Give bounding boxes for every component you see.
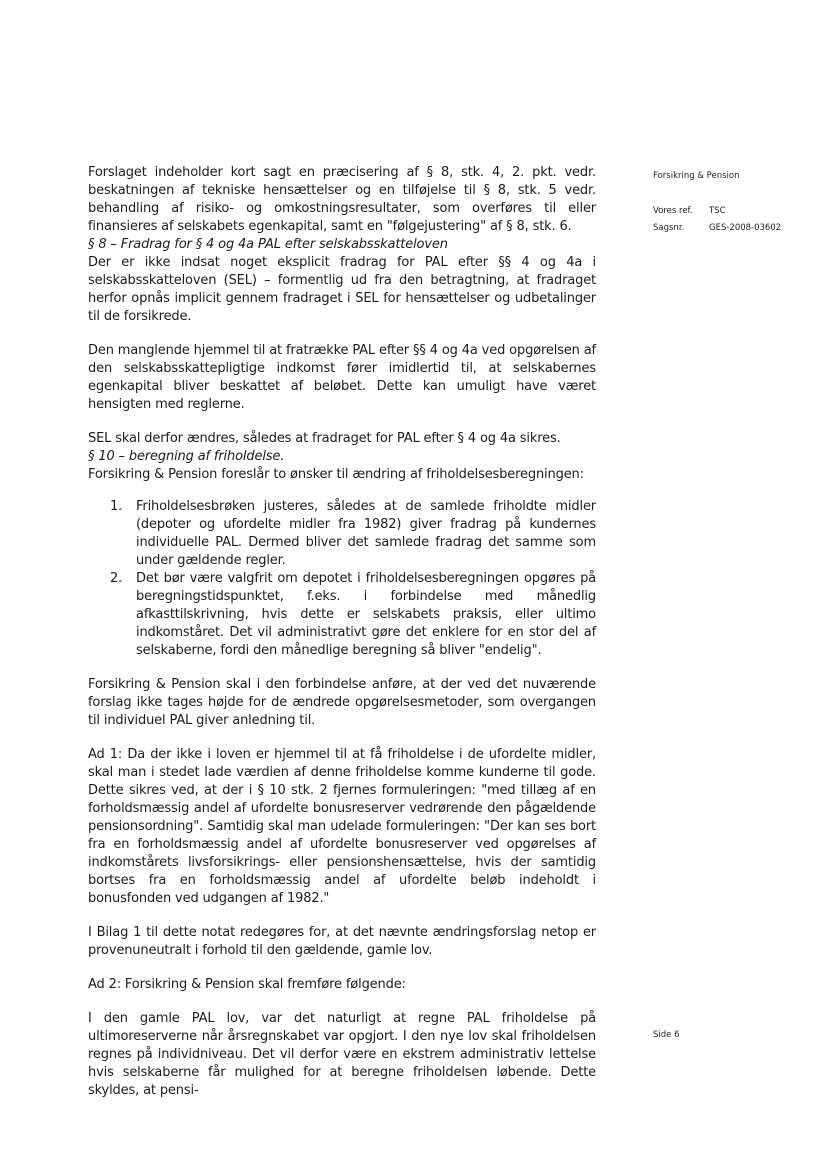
case-value: GES-2008-03602 <box>709 223 782 233</box>
list-item-text: Friholdelsesbrøken justeres, således at de samlede friholdte midler (depoter og ufordelte midler fra 1982) giver fradrag på kundernes individuelle PAL. Dermed bliver det samlede fradrag det samme som under gældende regler. <box>136 499 596 568</box>
proposal-list <box>88 498 596 660</box>
list-item-text: Det bør være valgfrit om depotet i friholdelsesberegningen opgøres på beregningstidspunktet, f.eks. i forbindelse med månedlig afkasttilskrivning, hvis dette er selskabets praksis, eller ultimo indkomståret. Det vil administrativt gøre det enklere for en stor del af selskaberne, fordi den månedlige beregning så bliver "endelig". <box>136 571 596 658</box>
list-item <box>88 570 596 660</box>
sidebar-case-number <box>653 222 781 234</box>
section-10-intro: Forsikring & Pension foreslår to ønsker til ændring af friholdelsesberegningen: <box>88 467 584 482</box>
section-8-paragraph-2: Den manglende hjemmel til at fratrække PAL efter §§ 4 og 4a ved opgørelsen af den selskabsskattepligtige indkomst fører imidlertid til, at selskabernes egenkapital bliver beskattet af beløbet. Dette kan umuligt have været hensigten med reglerne. <box>88 343 596 412</box>
sidebar-reference <box>653 205 726 217</box>
fp-paragraph: Forsikring & Pension skal i den forbindelse anføre, at der ved det nuværende forslag ikke tages højde for de ændrede opgørelsesmetoder, som overgangen til individuel PAL giver anledning til. <box>88 677 596 728</box>
list-item <box>88 498 596 570</box>
intro-paragraph: Forslaget indeholder kort sagt en præcisering af § 8, stk. 4, 2. pkt. vedr. beskatningen af tekniske hensættelser og en tilføjelse til § 8, stk. 5 vedr. behandling af risiko- og omkostningsresultater, som overføres til eller finansieres af selskabets egenkapital, samt en "følgejustering" af § 8, stk. 6. <box>88 165 596 234</box>
list-item-number: 2. <box>110 571 123 586</box>
sidebar-org: Forsikring & Pension <box>653 171 740 181</box>
ad1-paragraph: Ad 1: Da der ikke i loven er hjemmel til at få friholdelse i de ufordelte midler, skal man i stedet lade værdien af denne friholdelse komme kunderne til gode. Dette sikres ved, at der i § 10 stk. 2 fjernes formuleringen: "med tillæg af en forholdsmæssig andel af ufordelte bonusreserver vedrørende den pågældende pensionsordning". Samtidig skal man udelade formuleringen: "Der kan ses bort fra en forholdsmæssig andel af ufordelte bonusreserver ved opgørelses af indkomstårets livsforsikrings- eller pensionshensættelse, hvis der samtidig bortses fra en forholdsmæssig andel af ufordelte beløb indeholdt i bonusfonden ved udgangen af 1982." <box>88 747 596 906</box>
section-10-heading: § 10 – beregning af friholdelse. <box>88 449 285 464</box>
reference-label: Vores ref. <box>653 206 693 216</box>
section-8-paragraph-3: SEL skal derfor ændres, således at fradraget for PAL efter § 4 og 4a sikres. <box>88 431 561 446</box>
ad2-paragraph: Ad 2: Forsikring & Pension skal fremføre følgende: <box>88 977 406 992</box>
reference-value: TSC <box>709 206 726 216</box>
section-8-paragraph-1: Der er ikke indsat noget eksplicit fradrag for PAL efter §§ 4 og 4a i selskabsskatteloven (SEL) – formentlig ud fra den betragtning, at fradraget herfor opnås implicit gennem fradraget i SEL for hensættelser og udbetalinger til de forsikrede. <box>88 255 596 324</box>
bilag-paragraph: I Bilag 1 til dette notat redegøres for, at det nævnte ændringsforslag netop er provenuneutralt i forhold til den gældende, gamle lov. <box>88 925 596 958</box>
page-number: Side 6 <box>653 1030 680 1040</box>
case-label: Sagsnr. <box>653 223 685 233</box>
list-item-number: 1. <box>110 499 123 514</box>
final-paragraph: I den gamle PAL lov, var det naturligt at regne PAL friholdelse på ultimoreserverne når årsregnskabet var opgjort. I den nye lov skal friholdelsen regnes på individniveau. Det vil derfor være en ekstrem administrativ lettelse hvis selskaberne får mulighed for at beregne friholdelsen løbende. Dette skyldes, at pensi- <box>88 1011 596 1098</box>
document-body <box>88 164 596 1100</box>
section-8-heading: § 8 – Fradrag for § 4 og 4a PAL efter selskabsskatteloven <box>88 237 448 252</box>
